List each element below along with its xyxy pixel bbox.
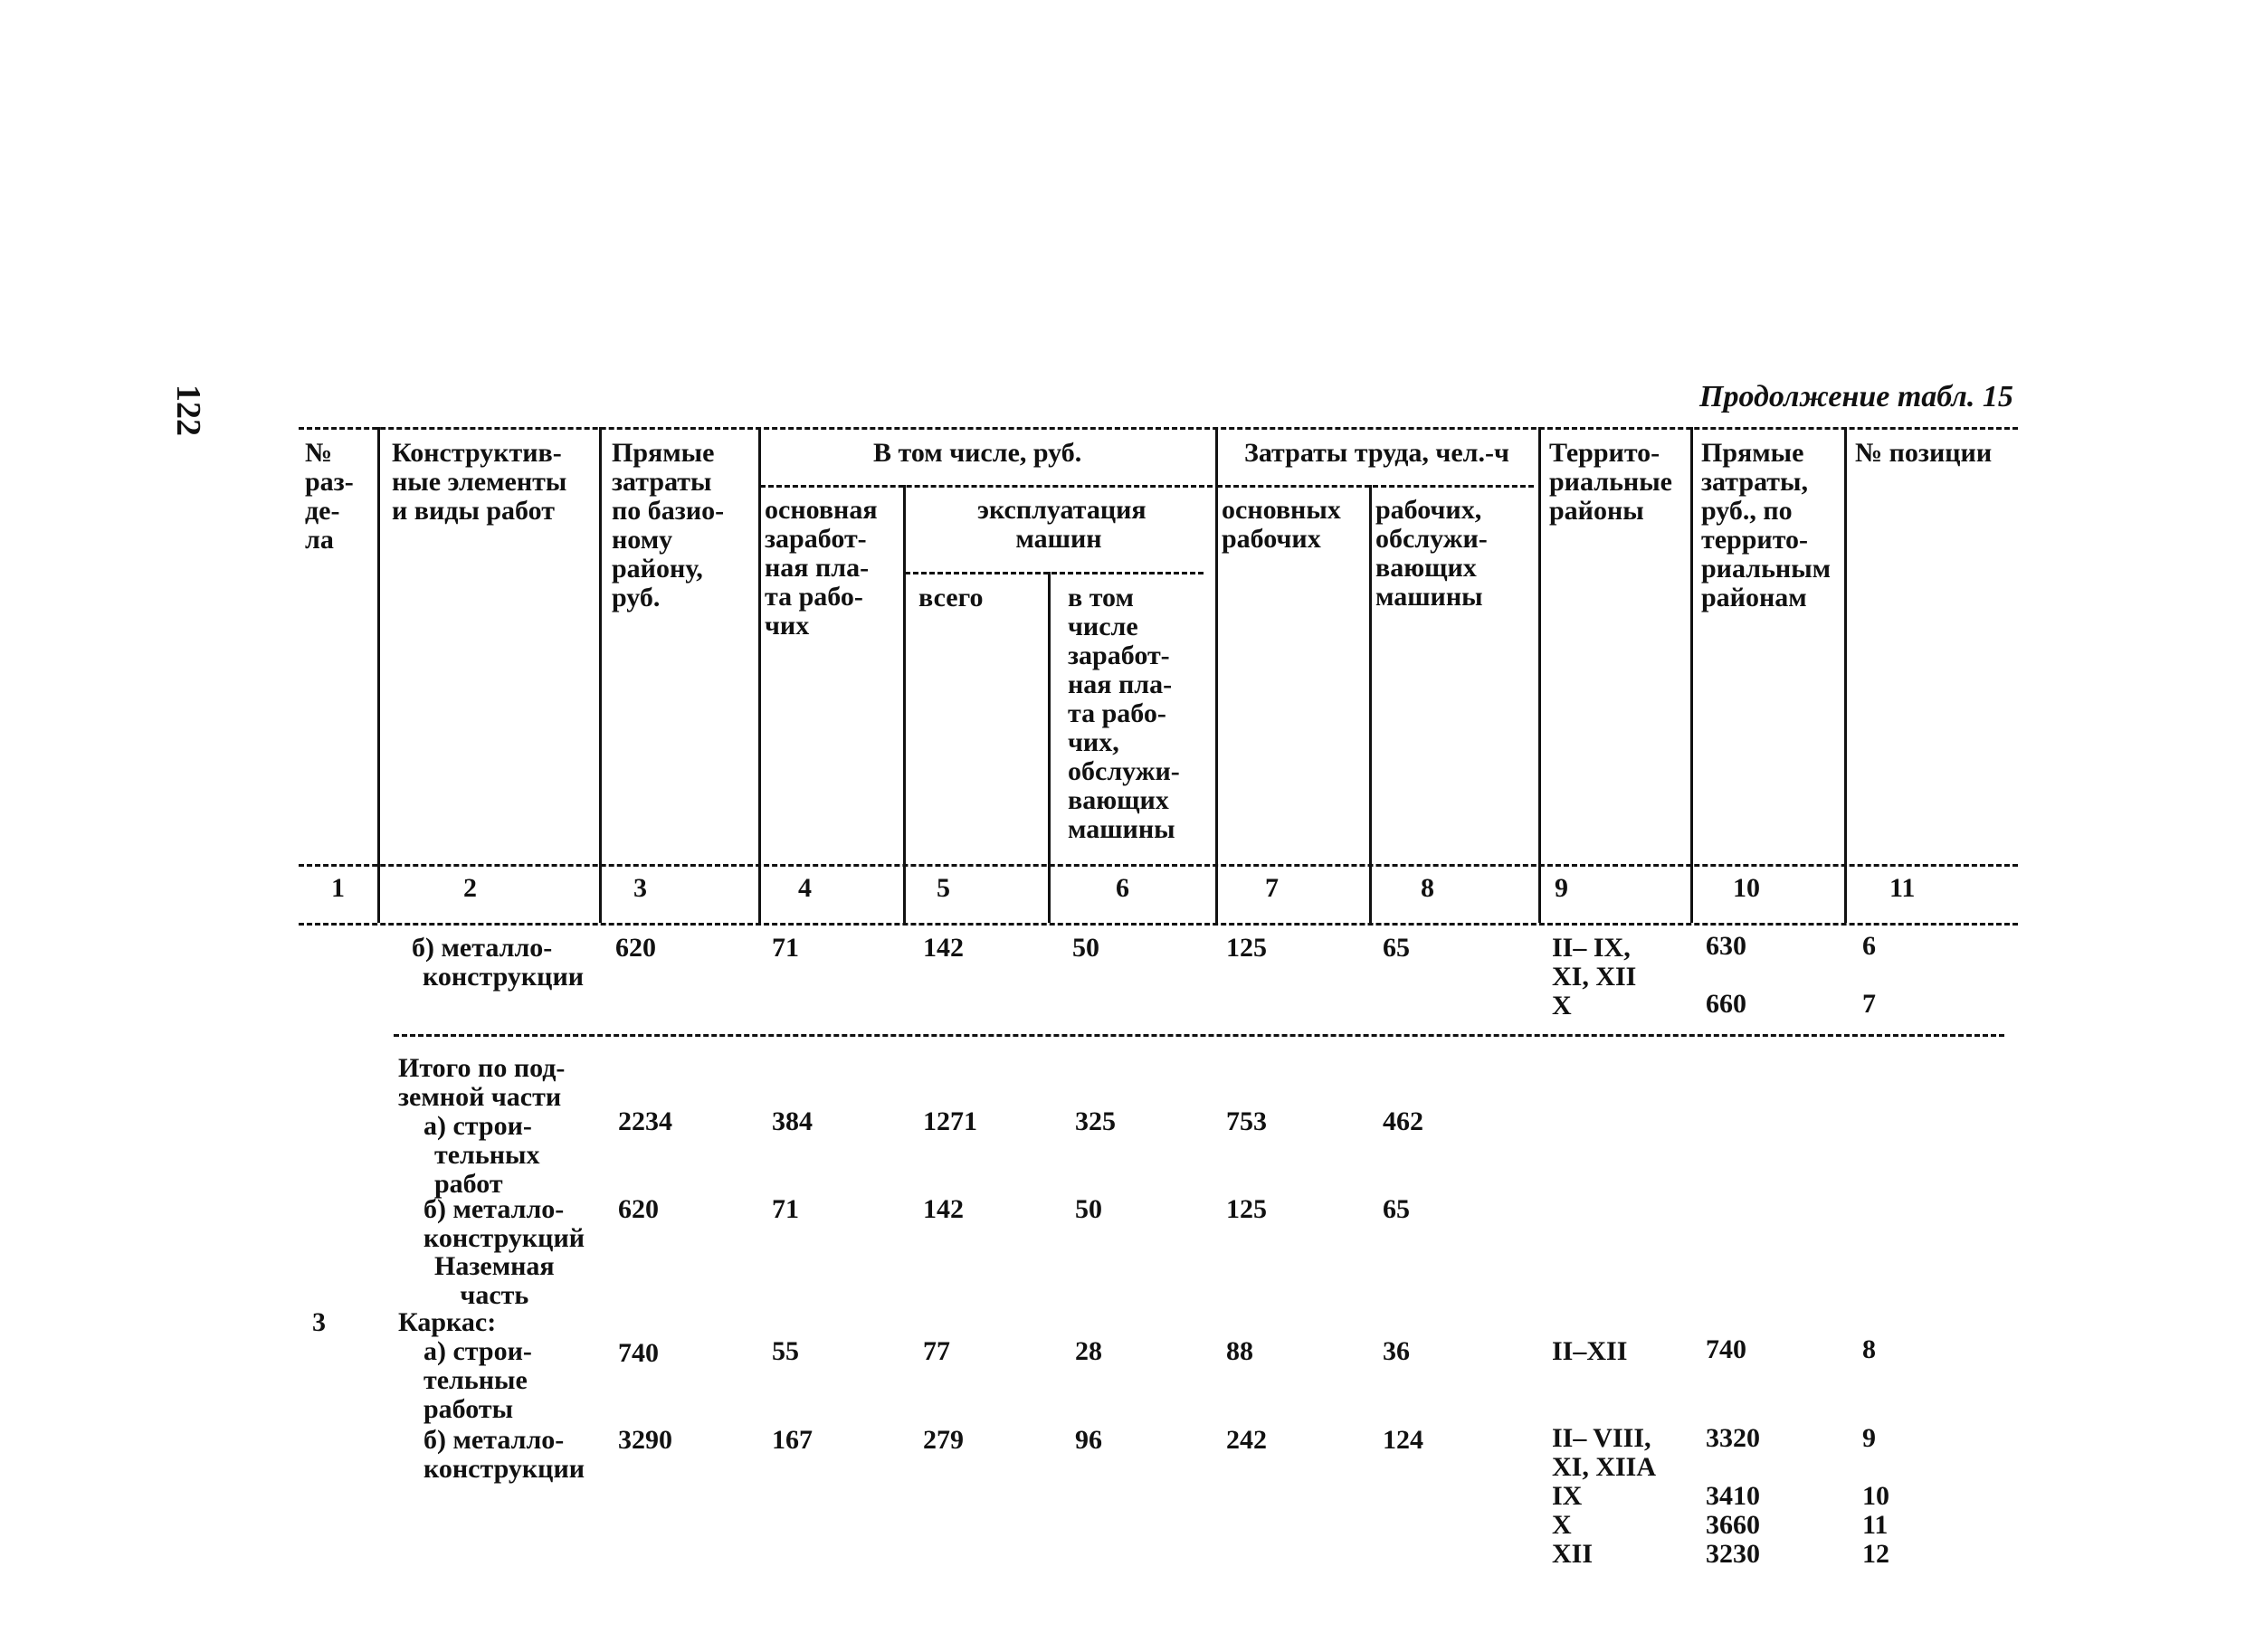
vrule-8 — [1538, 427, 1541, 923]
header-col9: Террито- риальные районы — [1549, 438, 1672, 526]
cell: 630 — [1706, 931, 1746, 961]
colnum-2: 2 — [463, 873, 477, 903]
cell: 740 — [1706, 1334, 1746, 1364]
cell: 3230 — [1706, 1539, 1760, 1569]
cell: 2234 — [618, 1106, 672, 1136]
header-group-labor: Затраты труда, чел.-ч — [1244, 438, 1509, 468]
vrule-6 — [1215, 427, 1218, 923]
cell: 96 — [1075, 1425, 1102, 1455]
header-col2: Конструктив- ные элементы и виды работ — [392, 438, 567, 526]
cell: 3410 — [1706, 1481, 1760, 1511]
header-col7: основных рабочих — [1222, 495, 1341, 554]
cell: 71 — [772, 933, 799, 963]
cell: 384 — [772, 1106, 813, 1136]
cell: 65 — [1383, 1194, 1410, 1224]
cell: 620 — [615, 933, 656, 963]
cell: 462 — [1383, 1106, 1423, 1136]
rule-sub1 — [760, 485, 1213, 488]
subsection-title: Наземная часть — [434, 1251, 555, 1310]
cell: 142 — [923, 1194, 964, 1224]
cell: 7 — [1862, 989, 1876, 1019]
header-col3: Прямые затраты по базио- ному району, руб. — [612, 438, 725, 612]
cell: 6 — [1862, 931, 1876, 961]
cell: 71 — [772, 1194, 799, 1224]
page-number: 122 — [169, 385, 207, 436]
colnum-3: 3 — [633, 873, 647, 903]
cell: 28 — [1075, 1336, 1102, 1366]
rule-colnums-bottom — [299, 923, 2018, 926]
cell: 11 — [1862, 1510, 1889, 1540]
cell: 50 — [1075, 1194, 1102, 1224]
colnum-7: 7 — [1265, 873, 1279, 903]
cell: 12 — [1862, 1539, 1889, 1569]
cell: 77 — [923, 1336, 950, 1366]
cell: 142 — [923, 933, 964, 963]
karkas-b-regions: II– VIII, XI, XIIА IX X XII — [1552, 1423, 1657, 1569]
cell: 740 — [618, 1338, 659, 1368]
total-title: Итого по под- земной части — [398, 1053, 566, 1112]
cell: 3660 — [1706, 1510, 1760, 1540]
rule-block1-bottom — [394, 1034, 2004, 1037]
header-col11: № позиции — [1855, 438, 1993, 468]
header-group-rub: В том числе, руб. — [873, 438, 1082, 468]
vrule-1 — [377, 427, 380, 923]
colnum-9: 9 — [1555, 873, 1568, 903]
cell: 1271 — [923, 1106, 977, 1136]
regions-cell: II– IX, XI, XII X — [1552, 933, 1637, 1021]
vrule-9 — [1690, 427, 1693, 923]
header-col1: № раз- де- ла — [305, 438, 354, 555]
cell: 88 — [1226, 1336, 1253, 1366]
cell: 36 — [1383, 1336, 1410, 1366]
cell: 125 — [1226, 1194, 1267, 1224]
cell: 325 — [1075, 1106, 1116, 1136]
vrule-7 — [1369, 485, 1372, 923]
header-col5: всего — [918, 583, 984, 612]
rule-sub1b — [1217, 485, 1534, 488]
rule-headers-bottom — [299, 864, 2018, 867]
colnum-6: 6 — [1116, 873, 1129, 903]
cell: 3320 — [1706, 1423, 1760, 1453]
cell: 620 — [618, 1194, 659, 1224]
total-a-name: а) строи- тельных работ — [423, 1111, 540, 1199]
header-col10: Прямые затраты, руб., по террито- риальным районам — [1701, 438, 1832, 612]
cell: 10 — [1862, 1481, 1889, 1511]
section-number: 3 — [312, 1307, 326, 1337]
cell: 8 — [1862, 1334, 1876, 1364]
total-b-name: б) металло- конструкций — [423, 1194, 585, 1253]
colnum-10: 10 — [1733, 873, 1760, 903]
colnum-11: 11 — [1889, 873, 1916, 903]
karkas-b-name: б) металло- конструкции — [423, 1425, 585, 1484]
colnum-1: 1 — [331, 873, 345, 903]
header-col4: основная заработ- ная пла- та рабо- чих — [765, 495, 878, 641]
cell: 124 — [1383, 1425, 1423, 1455]
rule-sub2 — [905, 572, 1204, 574]
colnum-4: 4 — [798, 873, 812, 903]
cell: 279 — [923, 1425, 964, 1455]
header-group-machines: эксплуатация машин — [977, 495, 1147, 554]
cell: 242 — [1226, 1425, 1267, 1455]
header-col6: в том числе заработ- ная пла- та рабо- чих, обслужи- вающих машины — [1068, 583, 1180, 844]
cell: 50 — [1072, 933, 1099, 963]
vrule-3 — [758, 427, 761, 923]
cell: 167 — [772, 1425, 813, 1455]
row-metal-name: б) металло- конструкции — [412, 933, 585, 992]
vrule-5 — [1048, 572, 1051, 923]
colnum-8: 8 — [1421, 873, 1434, 903]
cell: 753 — [1226, 1106, 1267, 1136]
cell: 125 — [1226, 933, 1267, 963]
cell: 55 — [772, 1336, 799, 1366]
rule-top — [299, 427, 2018, 430]
cell: 65 — [1383, 933, 1410, 963]
cell: 3290 — [618, 1425, 672, 1455]
header-col8: рабочих, обслужи- вающих машины — [1375, 495, 1488, 612]
table-continuation-caption: Продолжение табл. 15 — [1699, 380, 2013, 413]
colnum-5: 5 — [937, 873, 950, 903]
karkas-title: Каркас: — [398, 1307, 497, 1337]
cell: 9 — [1862, 1423, 1876, 1453]
vrule-2 — [599, 427, 602, 923]
cell: 660 — [1706, 989, 1746, 1019]
vrule-4 — [903, 485, 906, 923]
cell: II–XII — [1552, 1336, 1628, 1366]
karkas-a-name: а) строи- тельные работы — [423, 1336, 532, 1424]
vrule-10 — [1844, 427, 1847, 923]
